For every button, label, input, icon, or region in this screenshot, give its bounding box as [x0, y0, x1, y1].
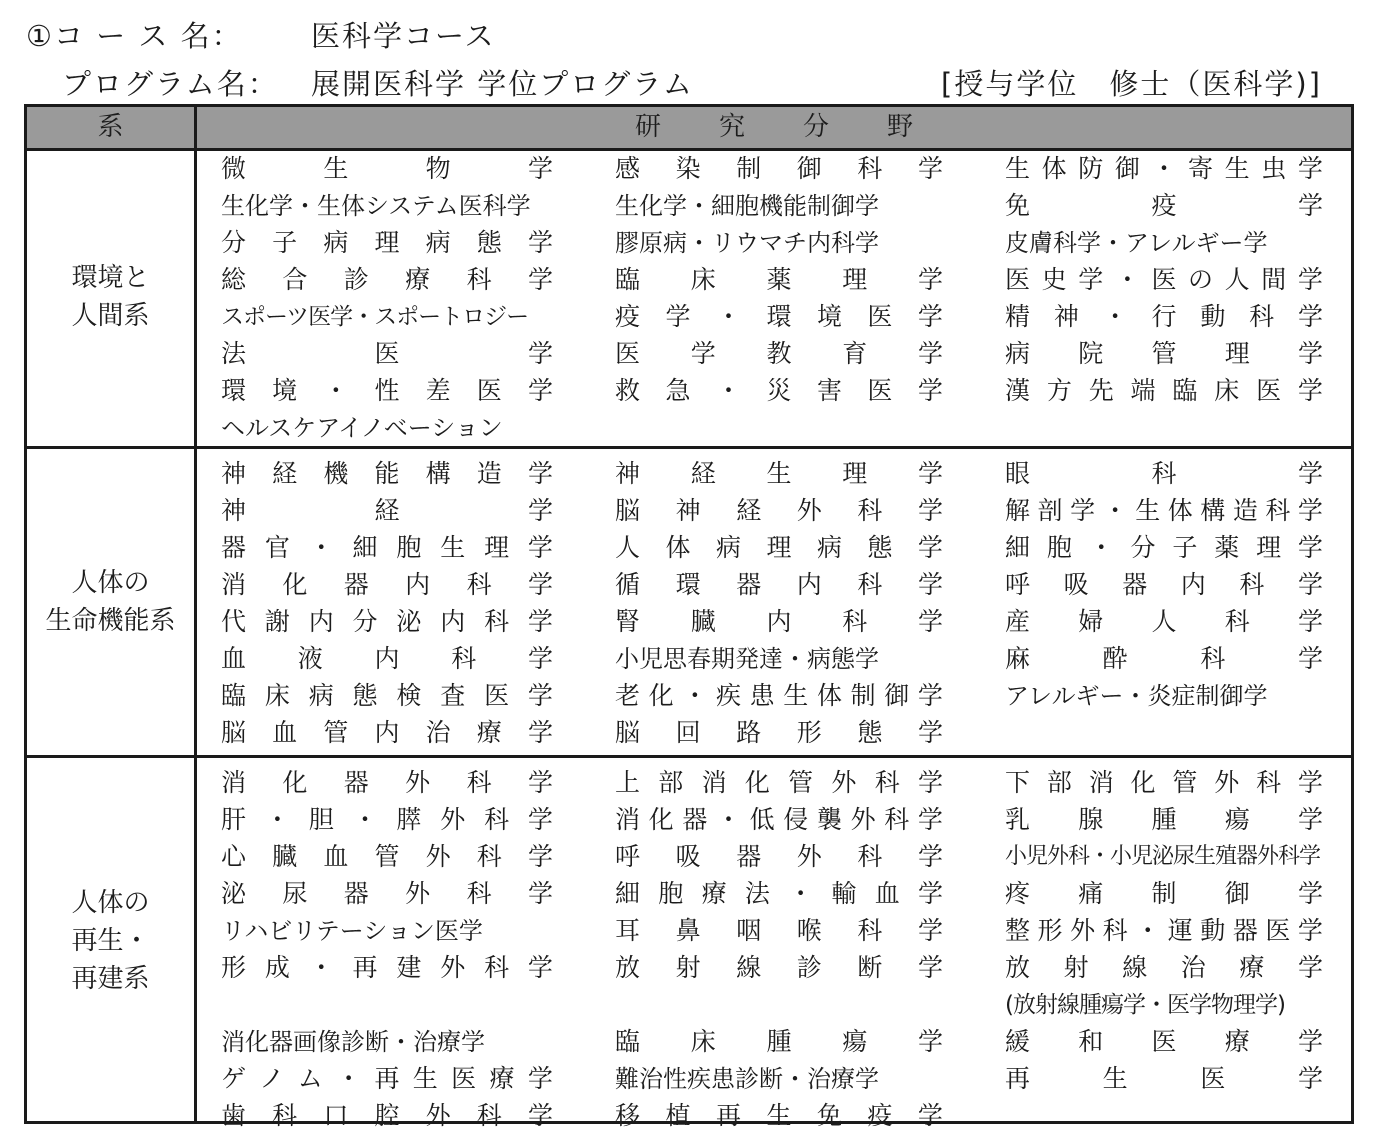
header-research-field: 研究分野: [634, 112, 971, 142]
field-item: 医 史 学 ・ 医 の 人 間 学: [1005, 264, 1323, 294]
field-item: 血 液 内 科 学: [221, 643, 553, 673]
field-item: 分 子 病 理 病 態 学: [221, 227, 553, 257]
field-item: 細 胞 ・ 分 子 薬 理 学: [1005, 532, 1323, 562]
table-section: [27, 449, 1351, 758]
program-label: プログラム名：: [62, 67, 279, 101]
field-item: 呼 吸 器 外 科 学: [615, 841, 943, 871]
field-item: 呼 吸 器 内 科 学: [1005, 569, 1323, 599]
field-column: [1005, 762, 1323, 1095]
row-spacer: [221, 984, 553, 1021]
table-section: [27, 148, 1351, 449]
field-item: 消化器画像診断・治療学: [221, 1028, 485, 1056]
field-item: 感 染 制 御 科 学: [615, 153, 943, 183]
field-item: 病 院 管 理 学: [1005, 338, 1323, 368]
field-item: 放 射 線 診 断 学: [615, 952, 943, 982]
field-item: アレルギー・炎症制御学: [1005, 682, 1268, 710]
course-label: ①コ ー ス 名：: [26, 19, 243, 53]
program-line: [62, 62, 1322, 103]
field-item: 心 臓 血 管 外 科 学: [221, 841, 553, 871]
field-column: [221, 762, 553, 1132]
field-item: 疼 痛 制 御 学: [1005, 878, 1323, 908]
field-columns: [197, 148, 1351, 446]
degree-label: [授与学位 修士（医科学)]: [941, 67, 1322, 101]
field-item: 神 経 学: [221, 495, 553, 525]
category-label: 環境と 人間系: [27, 148, 197, 446]
field-item: 乳 腺 腫 瘍 学: [1005, 804, 1323, 834]
field-item: 再 生 医 学: [1005, 1063, 1323, 1093]
table-section: [27, 758, 1351, 1130]
field-item: 脳 神 経 外 科 学: [615, 495, 943, 525]
field-item: 細 胞 療 法 ・ 輸 血 学: [615, 878, 943, 908]
field-item: 緩 和 医 療 学: [1005, 1026, 1323, 1056]
field-item: 神 経 生 理 学: [615, 458, 943, 488]
field-item: ヘルスケアイノベーション: [221, 414, 503, 442]
field-item: 臨 床 腫 瘍 学: [615, 1026, 943, 1056]
field-item: 環 境 ・ 性 差 医 学: [221, 375, 553, 405]
row-spacer: [615, 984, 943, 1021]
field-item: 生化学・細胞機能制御学: [615, 192, 879, 220]
field-item: 漢 方 先 端 臨 床 医 学: [1005, 375, 1323, 405]
research-field-table: [24, 104, 1354, 1130]
field-item: 脳 回 路 形 態 学: [615, 717, 943, 747]
header-kei: 系: [27, 107, 197, 148]
category-label: 人体の 再生・ 再建系: [27, 758, 197, 1124]
field-item: 老 化 ・ 疾 患 生 体 制 御 学: [615, 680, 943, 710]
field-item: 疫 学 ・ 環 境 医 学: [615, 301, 943, 331]
field-item: 難治性疾患診断・治療学: [615, 1065, 879, 1093]
field-column: [221, 453, 553, 749]
field-item: 皮膚科学・アレルギー学: [1005, 229, 1268, 257]
field-column: [1005, 453, 1323, 712]
course-name: 医科学コース: [311, 19, 496, 53]
field-item: 下 部 消 化 管 外 科 学: [1005, 767, 1323, 797]
field-item: 眼 科 学: [1005, 458, 1323, 488]
field-item: ゲ ノ ム ・ 再 生 医 療 学: [221, 1063, 553, 1093]
field-item: 精 神 ・ 行 動 科 学: [1005, 301, 1323, 331]
field-item: スポーツ医学・スポートロジー: [221, 304, 529, 330]
field-item: 生化学・生体システム医科学: [221, 192, 531, 220]
field-item: 泌 尿 器 外 科 学: [221, 878, 553, 908]
field-columns: [197, 758, 1351, 1130]
field-columns: [197, 449, 1351, 755]
field-item: 放 射 線 治 療 学: [1005, 952, 1323, 982]
field-item: 歯 科 口 腔 外 科 学: [221, 1100, 553, 1130]
field-item: 免 疫 学: [1005, 190, 1323, 220]
field-item: 産 婦 人 科 学: [1005, 606, 1323, 636]
field-item: 器 官 ・ 細 胞 生 理 学: [221, 532, 553, 562]
field-item: 膠原病・リウマチ内科学: [615, 229, 879, 257]
field-item: (放射線腫瘍学・医学物理学): [1005, 992, 1285, 1018]
field-column: [615, 148, 943, 407]
field-item: 法 医 学: [221, 338, 553, 368]
field-item: 麻 酔 科 学: [1005, 643, 1323, 673]
field-item: 移 植 再 生 免 疫 学: [615, 1100, 943, 1130]
course-line: [26, 14, 496, 55]
field-item: 循 環 器 内 科 学: [615, 569, 943, 599]
field-item: 医 学 教 育 学: [615, 338, 943, 368]
field-item: リハビリテーション医学: [221, 917, 483, 945]
field-column: [221, 148, 553, 444]
table-header: [27, 107, 1351, 151]
field-item: 代 謝 内 分 泌 内 科 学: [221, 606, 553, 636]
category-label: 人体の 生命機能系: [27, 449, 197, 755]
field-item: 微 生 物 学: [221, 153, 553, 183]
field-item: 臨 床 病 態 検 査 医 学: [221, 680, 553, 710]
field-item: 解 剖 学 ・ 生 体 構 造 科 学: [1005, 495, 1323, 525]
field-item: 腎 臓 内 科 学: [615, 606, 943, 636]
field-item: 整 形 外 科 ・ 運 動 器 医 学: [1005, 915, 1323, 945]
field-item: 生 体 防 御 ・ 寄 生 虫 学: [1005, 153, 1323, 183]
field-item: 小児外科・小児泌尿生殖器外科学: [1005, 844, 1321, 869]
field-item: 人 体 病 理 病 態 学: [615, 532, 943, 562]
field-item: 肝 ・ 胆 ・ 膵 外 科 学: [221, 804, 553, 834]
field-item: 救 急 ・ 災 害 医 学: [615, 375, 943, 405]
field-item: 臨 床 薬 理 学: [615, 264, 943, 294]
field-column: [615, 453, 943, 749]
field-column: [1005, 148, 1323, 407]
field-item: 耳 鼻 咽 喉 科 学: [615, 915, 943, 945]
field-item: 上 部 消 化 管 外 科 学: [615, 767, 943, 797]
field-item: 消 化 器 外 科 学: [221, 767, 553, 797]
field-column: [615, 762, 943, 1132]
field-item: 総 合 診 療 科 学: [221, 264, 553, 294]
field-item: 消 化 器 ・ 低 侵 襲 外 科 学: [615, 804, 943, 834]
field-item: 小児思春期発達・病態学: [615, 645, 879, 673]
field-item: 脳 血 管 内 治 療 学: [221, 717, 553, 747]
field-item: 神 経 機 能 構 造 学: [221, 458, 553, 488]
field-item: 消 化 器 内 科 学: [221, 569, 553, 599]
field-item: 形 成 ・ 再 建 外 科 学: [221, 952, 553, 982]
program-name: 展開医科学 学位プログラム: [311, 67, 694, 101]
